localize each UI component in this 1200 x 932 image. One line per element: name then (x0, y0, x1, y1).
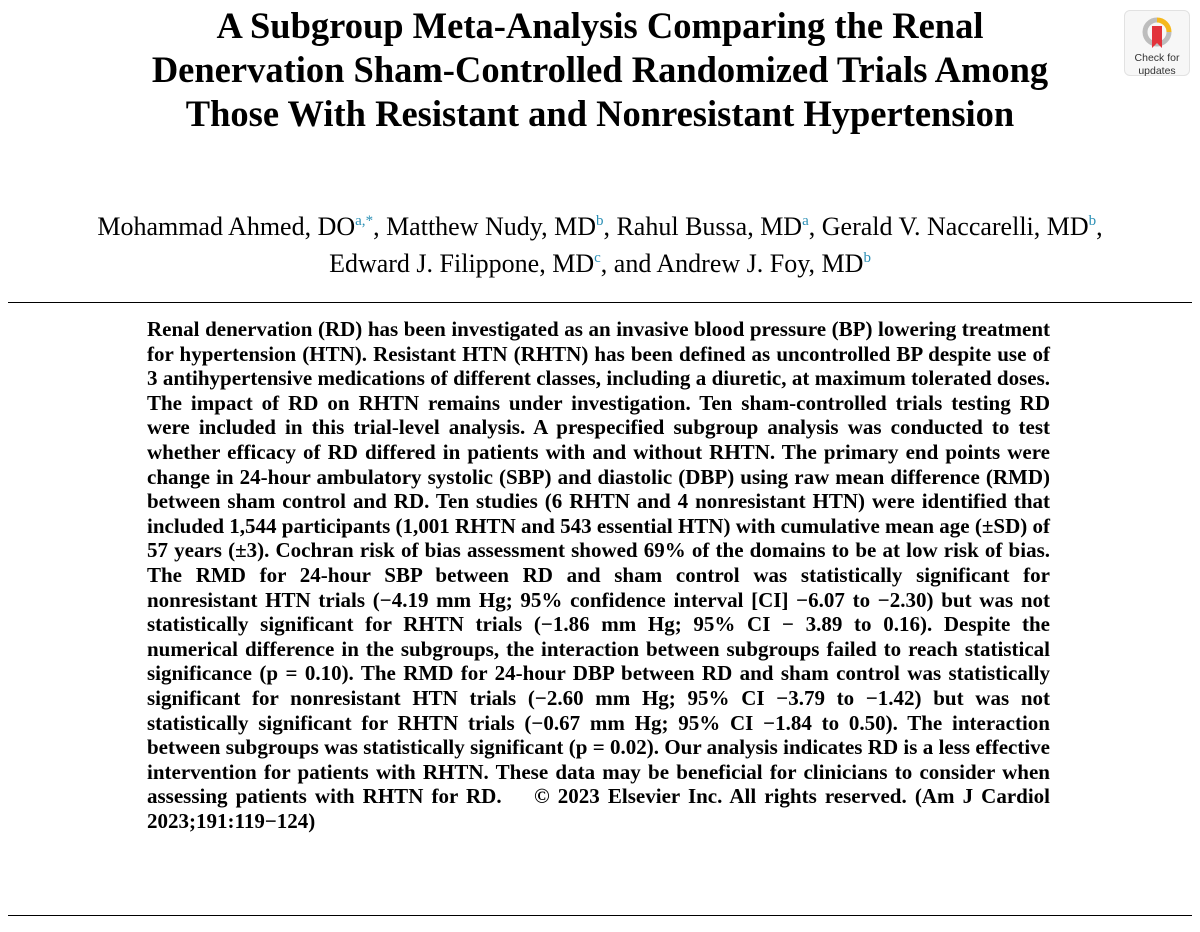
author-list (20, 208, 1180, 282)
bottom-divider (8, 915, 1192, 916)
author-separator: , (1096, 212, 1103, 241)
author-affiliation[interactable]: b (863, 250, 871, 266)
author-affiliation[interactable]: a (802, 213, 809, 229)
badge-label-line2: updates (1138, 65, 1176, 77)
author-name: Matthew Nudy, MD (386, 212, 596, 241)
author-name: Gerald V. Naccarelli, MD (821, 212, 1089, 241)
author-name: Andrew J. Foy, MD (656, 249, 864, 278)
abstract-gap (502, 784, 534, 808)
article-title: A Subgroup Meta-Analysis Comparing the Renal Denervation Sham-Controlled Randomized Trials Among Those With Resistant and Nonresistant Hypertension (151, 5, 1049, 134)
author-separator: , and (600, 249, 657, 278)
author-affiliation[interactable]: c (594, 250, 601, 266)
author-name: Rahul Bussa, MD (616, 212, 803, 241)
check-for-updates-icon (1142, 17, 1172, 51)
author-separator: , (808, 212, 822, 241)
abstract-citation: (Am J Cardiol 2023;191:119−124) (147, 784, 1051, 833)
author-separator: , (373, 212, 387, 241)
author-affiliation[interactable]: a, (355, 213, 366, 229)
abstract-copyright: © 2023 Elsevier Inc. All rights reserved. (534, 784, 907, 809)
author-affiliation[interactable]: b (1088, 213, 1097, 229)
abstract (147, 317, 1050, 833)
author-name: Mohammad Ahmed, DO (97, 212, 356, 241)
author-name: Edward J. Filippone, MD (329, 249, 595, 278)
abstract-body: Renal denervation (RD) has been investigated as an invasive blood pressure (BP) lowering treatment for hypertension (HTN). Resistant HTN (RHTN) has been defined as uncontrolled BP despite use of 3 antihypertensive medications of different classes, including a diuretic, at maximum tolerated doses. The impact of RD on RHTN remains under investigation. Ten sham-controlled trials testing RD were included in this trial-level analysis. A prespecified subgroup analysis was conducted to test whether efficacy of RD differed in patients with and without RHTN. The primary end points were change in 24-hour ambulatory systolic (SBP) and diastolic (DBP) using raw mean difference (RMD) between sham control and RD. Ten studies (6 RHTN and 4 nonresistant HTN) were identified that included 1,544 participants (1,001 RHTN and 543 essential HTN) with cumulative mean age (±SD) of 57 years (±3). Cochran risk of bias assessment showed 69% of the domains to be at low risk of bias. The RMD for 24-hour SBP between RD and sham control was statistically significant for nonresistant HTN trials (−4.19 mm Hg; 95% confidence interval [CI] −6.07 to −2.30) but was not statistically significant for RHTN trials (−1.86 mm Hg; 95% CI − 3.89 to 0.16). Despite the numerical difference in the subgroups, the interaction between subgroups failed to reach statistical significance (p = 0.10). The RMD for 24-hour DBP between RD and sham control was statistically significant for nonresistant HTN trials (−2.60 mm Hg; 95% CI −3.79 to −1.42) but was not statistically significant for RHTN trials (−0.67 mm Hg; 95% CI −1.84 to 0.50). The interaction between subgroups was statistically significant (p = 0.02). Our analysis indicates RD is a less effective intervention for patients with RHTN. These data may be beneficial for clinicians to consider when assessing patients with RHTN for RD. (147, 317, 1050, 809)
author-affiliation[interactable]: b (595, 213, 604, 229)
corresponding-author-mark[interactable]: * (365, 213, 374, 229)
top-divider (8, 302, 1192, 303)
author-separator: , (603, 212, 617, 241)
badge-label-line1: Check for (1134, 52, 1180, 64)
check-for-updates-button[interactable] (1124, 10, 1190, 76)
